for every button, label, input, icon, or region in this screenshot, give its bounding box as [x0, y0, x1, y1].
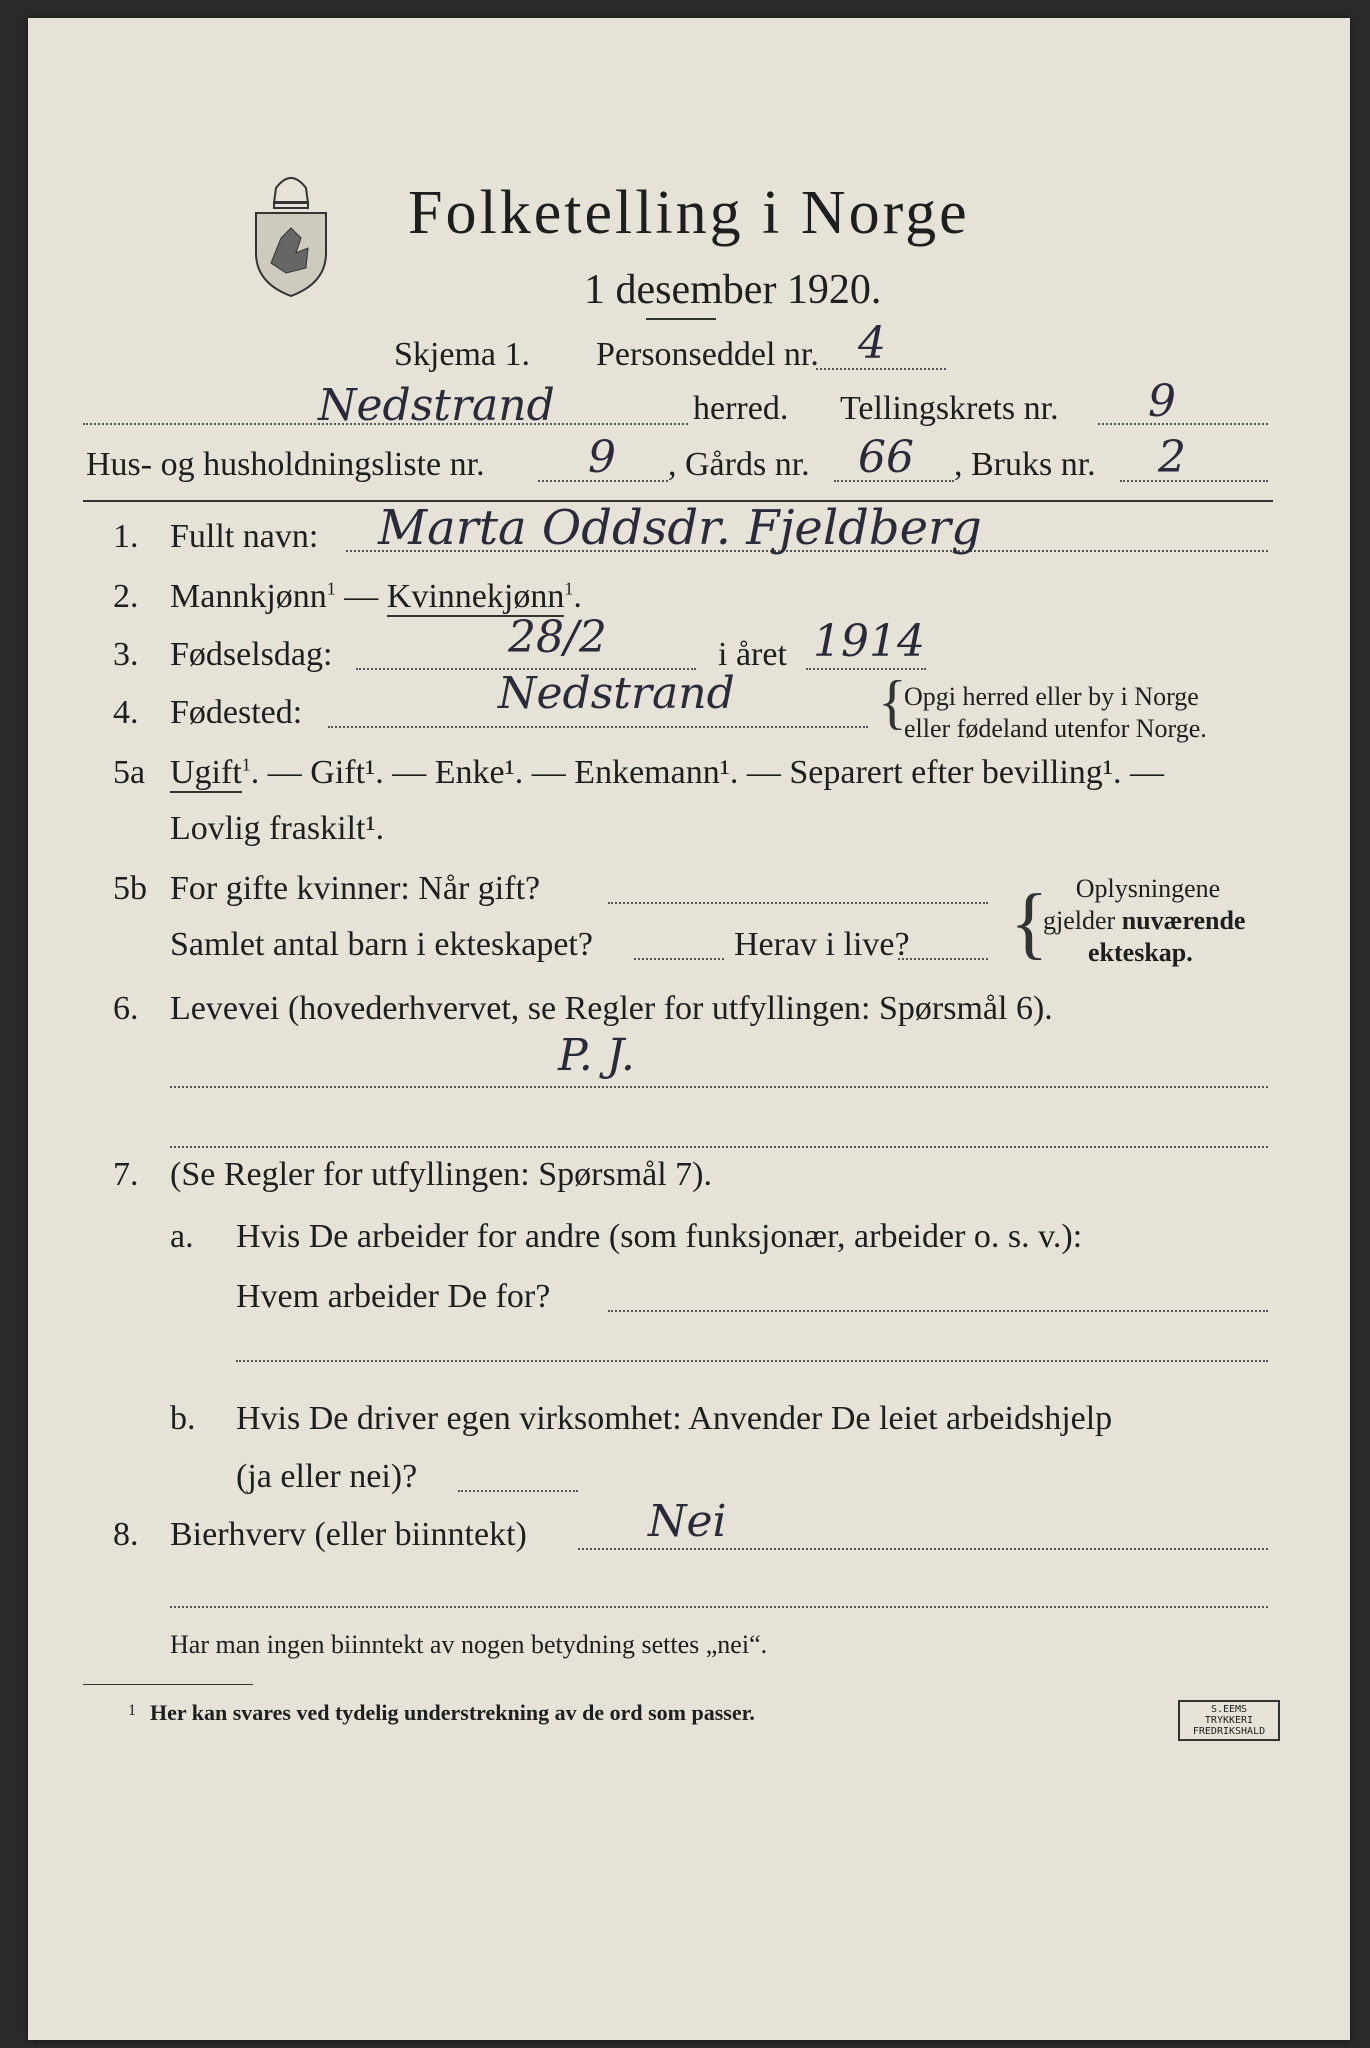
q3-label: Fødselsdag:: [170, 636, 333, 673]
children-label: Samlet antal barn i ekteskapet?: [170, 926, 593, 963]
q5a-number: 5a: [113, 754, 146, 791]
form-title: Folketelling i Norge: [408, 179, 970, 247]
skjema-label: Skjema 1.: [394, 336, 530, 373]
tellingskrets-label: Tellingskrets nr.: [840, 390, 1059, 427]
printer-stamp: S.EEMS TRYKKERI FREDRIKSHALD: [1178, 1700, 1280, 1741]
q7b-number: b.: [170, 1400, 196, 1437]
personseddel-value[interactable]: 4: [858, 318, 886, 369]
tellingskrets-value[interactable]: 9: [1148, 376, 1176, 427]
census-form: Folketelling i Norge 1 desember 1920. Skjema 1. Personseddel nr. 4 Nedstrand herred. Tellingskrets nr. 9 Hus- og husholdningsliste nr. 9 , Gårds nr. 66 , Bruks nr. 2 1. Fullt navn: Marta Oddsdr. Fjeldberg 2. Mannkjønn$^1$ — Kvinnekjønn$^1$. 3. Fødselsdag: 28/2 i året 1914 4. Fødested: Nedstrand { Opgi herred eller by i Norge eller fødeland utenfor Norge. 5a Ugift$^1$. — Gift¹. — Enke¹. — Enkemann¹. — Separert efter bevilling¹. — Lovlig fraskilt¹. 5b For gifte kvinner: Når gift? Samlet antal barn i ekteskapet? Herav i live? { Oplysningene gjelder nuværende ekteskap. 6. Levevei (hovederhvervet, se Regler for utfyllingen: Spørsmål 6). P. J. 7. (Se Regler for utfyllingen: Spørsmål 7). a. Hvis De arbeider for andre (som funksjonær, arbeider o. s. v.): Hvem arbeider De for? b. Hvis De driver egen virksomhet: Anvender De leiet arbeidshjelp (ja eller nei)? 8. Bierhverv (eller biinntekt) Nei Har man ingen biinntekt av nogen betydning settes „nei“. 1 Her kan svares ved tydelig understrekning av de ord som passer. S.EEMS TRYKKERI FREDRIKSHALD: [28, 18, 1350, 2040]
birthplace-note-1: Opgi herred eller by i Norge: [904, 682, 1199, 711]
q7a-line2: Hvem arbeider De for?: [236, 1278, 551, 1315]
divider: [646, 318, 716, 320]
no-income-note: Har man ingen biinntekt av nogen betydning settes „nei“.: [170, 1630, 768, 1659]
coat-of-arms-icon: [246, 168, 336, 298]
footnote-number: 1: [128, 1702, 136, 1719]
female-option[interactable]: Kvinnekjønn: [386, 578, 565, 615]
gards-value[interactable]: 66: [858, 432, 914, 483]
alive-label: Herav i live?: [734, 926, 910, 963]
q6-label: Levevei (hovederhvervet, se Regler for utfyllingen: Spørsmål 6).: [170, 990, 1053, 1027]
occupation-value[interactable]: P. J.: [558, 1030, 635, 1081]
gards-label: , Gårds nr.: [668, 446, 810, 483]
full-name-value[interactable]: Marta Oddsdr. Fjeldberg: [378, 500, 982, 556]
birthplace-value[interactable]: Nedstrand: [498, 668, 735, 719]
bruks-label: , Bruks nr.: [954, 446, 1096, 483]
birthplace-note-2: eller fødeland utenfor Norge.: [904, 714, 1207, 743]
when-married-label: For gifte kvinner: Når gift?: [170, 870, 541, 907]
divorced-option[interactable]: Lovlig fraskilt¹.: [170, 810, 385, 847]
male-option[interactable]: Mannkjønn: [170, 578, 327, 615]
hus-label: Hus- og husholdningsliste nr.: [86, 446, 485, 483]
q7b-line2: (ja eller nei)?: [236, 1458, 418, 1495]
herred-value[interactable]: Nedstrand: [318, 380, 555, 431]
q8-label: Bierhverv (eller biinntekt): [170, 1516, 527, 1553]
hus-value[interactable]: 9: [588, 432, 616, 483]
marital-status-line: Ugift$^1$. — Gift¹. — Enke¹. — Enkemann¹. — Separert efter bevilling¹. —: [170, 754, 1164, 791]
q7-number: 7.: [113, 1156, 139, 1193]
herred-label: herred.: [693, 390, 789, 427]
side-income-value[interactable]: Nei: [648, 1496, 727, 1547]
q3-number: 3.: [113, 636, 139, 673]
unmarried-option[interactable]: Ugift: [170, 754, 242, 791]
q2-number: 2.: [113, 578, 139, 615]
q7-label: (Se Regler for utfyllingen: Spørsmål 7).: [170, 1156, 713, 1193]
personseddel-label: Personseddel nr.: [596, 336, 819, 373]
birthyear-value[interactable]: 1914: [813, 616, 925, 667]
q7b-line1: Hvis De driver egen virksomhet: Anvender De leiet arbeidshjelp: [236, 1400, 1113, 1437]
bruks-value[interactable]: 2: [1158, 432, 1186, 483]
year-label: i året: [718, 636, 787, 673]
q6-number: 6.: [113, 990, 139, 1027]
q4-number: 4.: [113, 694, 139, 731]
marriage-note-1: Oplysningene: [1075, 874, 1221, 903]
q8-number: 8.: [113, 1516, 139, 1553]
q1-label: Fullt navn:: [170, 518, 319, 555]
q7a-line1: Hvis De arbeider for andre (som funksjonær, arbeider o. s. v.):: [236, 1218, 1083, 1255]
birthdate-value[interactable]: 28/2: [508, 612, 607, 663]
q1-number: 1.: [113, 518, 139, 555]
marriage-note-3: ekteskap.: [1088, 938, 1193, 967]
footnote-text: Her kan svares ved tydelig understrekning av de ord som passer.: [150, 1700, 755, 1725]
employer-field[interactable]: [608, 1310, 1268, 1312]
marriage-note-2: gjelder nuværende: [1043, 906, 1246, 935]
q7a-number: a.: [170, 1218, 194, 1255]
q5b-number: 5b: [113, 870, 147, 907]
census-date: 1 desember 1920.: [584, 267, 882, 313]
hired-help-field[interactable]: [458, 1490, 578, 1492]
gender-line: Mannkjønn$^1$ — Kvinnekjønn$^1$.: [170, 578, 582, 615]
q4-label: Fødested:: [170, 694, 303, 731]
